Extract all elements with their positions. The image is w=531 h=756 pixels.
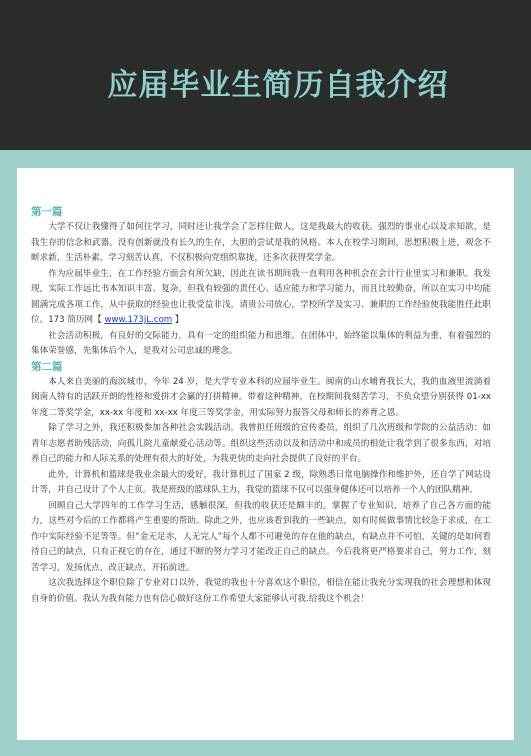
- section-heading: 第一篇: [31, 206, 63, 218]
- section-1: [31, 205, 491, 360]
- header-banner: [0, 0, 531, 150]
- paragraph: 回顾自己大学四年的工作学习生活，感触很深，但我的收获还是颇丰的。掌握了专业知识，培养了自己各方面的能力，这些对今后的工作都将产生重要的帮助。除此之外，也应该看到我的一些缺点，如有时候做事情比较急于求成，在工作中实际经验不足等等。但“金无足赤，人无完人”每个人都不可避免的存在他的缺点，有缺点并不可怕，关键的是如何看待自己的缺点，只有正视它的存在，通过不断的努力学习才能改正自己的缺点。今后我将更严格要求自己，努力工作，刻苦学习，发扬优点，改正缺点，开拓前进。: [31, 500, 491, 573]
- paragraph: 大学不仅让我懂得了如何往学习，同时还让我学会了怎样往做人，这是我最大的收获。强烈的事业心以及求知欲，是我生存的信念和武器。没有创新就没有长久的生存，大胆的尝试是我的风格。本人在校学习期间，思想积极上进，观念不断求新，生活朴素，学习刻苦认真，不仅积极向党组织靠拢，还多次获得奖学金。: [31, 222, 491, 263]
- paragraph: 本人来自美丽的海滨城市，今年 24 岁，是大学专业本科的应届毕业生。闽南的山水哺育我长大，我的血液里流淌着闽南人特有的活跃开朗的性格和爱拼才会赢的打拼精神。带着这种精神，在校期间我刻苦学习，不负众望分别获得 01-xx 年度二等奖学金，xx-xx 年度和 xx-xx 年度三等奖学金，用实际努力报答父母和师长的养育之恩。: [31, 376, 491, 418]
- paragraph: 此外，计算机和篮球是我业余最大的爱好，我计算机过了国家 2 级，除熟悉日常电脑操作和维护外，还自学了网站设计等，并自己设计了个人主页。我是班级的篮球队主力，我觉的篮球不仅可以强身健体还可以培养一个人的团队精神。: [31, 469, 491, 495]
- paragraph: 社会活动积极，有良好的交际能力，具有一定的组织能力和思维。在团体中，始终能以集体的利益为重，有着强烈的集体荣誉感，先集体后个人，是我对公司忠诚的理念。: [31, 330, 491, 356]
- paragraph: 除了学习之外，我还积极参加各种社会实践活动。我曾担任班级的宣传委员，组织了几次班级和学院的公益活动：如青年志愿者助残活动，向孤儿院儿童献爱心活动等。组织这些活动以及和活动中和成员的相处让我学到了很多东西，对培养自己的能力和人际关系的处理有很大的好处，为我更快的走向社会提供了良好的平台。: [31, 423, 491, 464]
- website-link[interactable]: www.173jL.com: [104, 315, 173, 325]
- page-title: 应届毕业生简历自我介绍: [107, 68, 449, 103]
- section-heading: 第二篇: [31, 360, 63, 373]
- paragraph-tail: 】: [174, 315, 184, 325]
- paragraph: 这次我选择这个职位除了专业对口以外，我觉的我也十分喜欢这个职位，相信在能让我充分实现我的社会理想和体现自身的价值。我认为我有能力也有信心做好这份工作希望大家能够认可我.给我这个机会！: [31, 578, 491, 604]
- paragraph-text: 作为应届毕业生，在工作经验方面会有所欠缺，因此在读书期间我一直利用各种机会在会计行业里实习和兼职。我发现，实际工作远比书本知识丰富、复杂，但我有较强的责任心、适应能力和学习能力，而且比较勤奋，所以在实习中均能圆满完成各项工作，从中获取的经验也让我受益非浅，请贵公司放心，学校所学及实习、兼职的工作经验使我能胜任此职位。173 简历网【: [31, 268, 491, 325]
- paragraph: [31, 267, 491, 329]
- section-2: [31, 360, 491, 608]
- document-body: [31, 205, 491, 607]
